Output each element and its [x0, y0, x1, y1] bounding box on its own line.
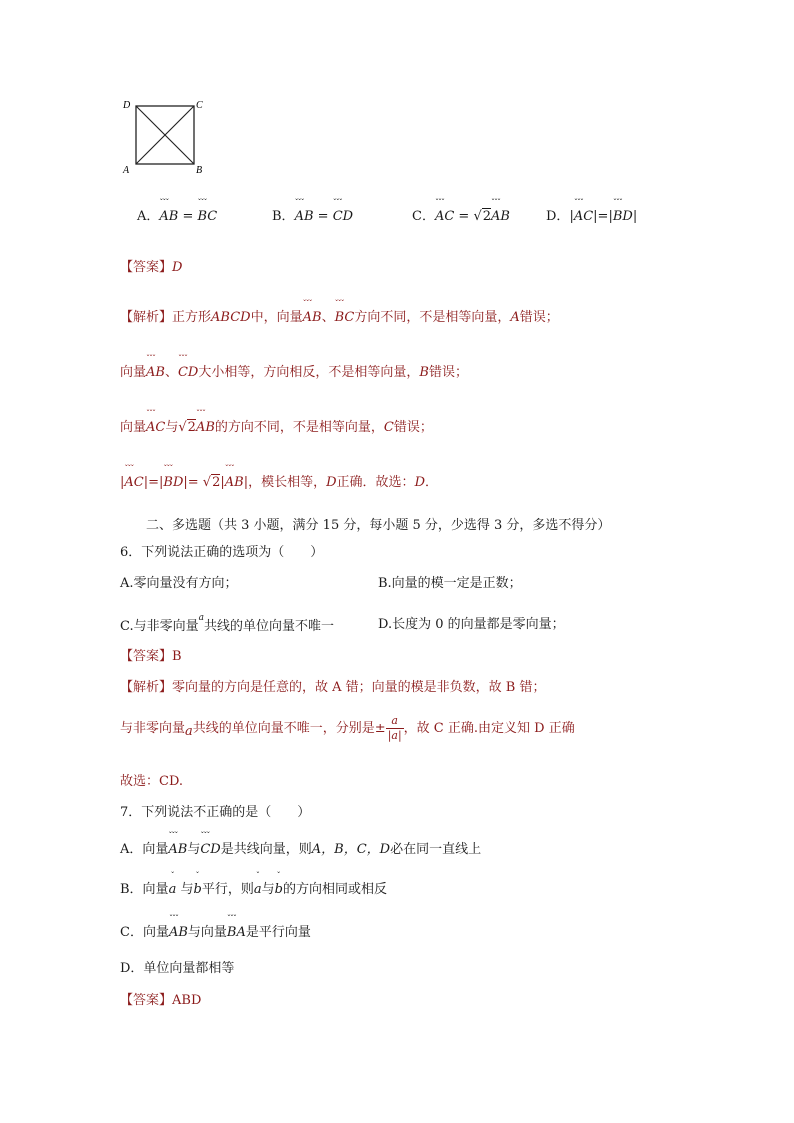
option-b — [272, 205, 353, 224]
equals-sign: = — [178, 209, 198, 224]
text: 错误； — [519, 310, 559, 325]
sqrt-two: 2 — [187, 420, 196, 435]
answer-tag: 【答案】 — [120, 993, 173, 1008]
option-ref: D — [326, 475, 337, 490]
vector-cd: ˇˇˇ CD — [178, 365, 198, 380]
text: 方向不同，不是相等向量， — [354, 310, 511, 325]
answer-tag: 【答案】 — [120, 649, 173, 664]
vector-ac: ˇˇˇ AC — [124, 475, 143, 490]
label-c: C — [196, 100, 203, 111]
q7-option-a — [120, 838, 481, 857]
text: 平行，则 — [201, 882, 254, 897]
q5-analysis-line-2 — [120, 361, 468, 380]
vector-ab: ˇˇˇ AB — [196, 420, 215, 435]
analysis-tag: 【解析】 — [120, 680, 173, 695]
option-a-label: A． — [137, 209, 160, 224]
text: 中，向量 — [250, 310, 303, 325]
abs-bar: | — [220, 475, 225, 490]
vector-ab: ˇˇˇ AB — [295, 209, 314, 224]
q6-option-c — [120, 613, 334, 634]
text: A．向量 — [120, 842, 169, 857]
text: 与 — [165, 420, 179, 435]
abs-equals: |=| — [593, 209, 613, 224]
square-name: ABCD — [211, 310, 251, 325]
answer-value: B — [172, 649, 182, 664]
q5-answer — [120, 256, 182, 275]
vector-a: a — [198, 613, 204, 623]
equals-sign: = — [454, 209, 474, 224]
answer-tag: 【答案】 — [120, 260, 173, 275]
vector-ab: ˇˇˇ AB — [491, 209, 510, 224]
option-ref: C — [383, 420, 394, 435]
q5-analysis-line-3: 向量ˇˇˇ AC与√2ˇˇˇ AB的方向不同，不是相等向量，C错误； — [120, 416, 433, 435]
abs-equals: |= — [183, 475, 203, 490]
text: B．向量 — [120, 882, 169, 897]
abs-bar: | — [243, 475, 249, 490]
text: 、 — [321, 310, 335, 325]
q7-option-b — [120, 878, 387, 897]
q7-option-d: D．单位向量都相等 — [120, 961, 235, 976]
q6-option-d: D.长度为 0 的向量都是零向量； — [378, 617, 565, 632]
equals-sign: = — [313, 209, 333, 224]
text: 与 — [187, 842, 201, 857]
vector-ab: ˇˇˇ AB — [146, 365, 165, 380]
text: C．向量 — [120, 925, 169, 940]
text: 零向量的方向是任意的，故 A 错；向量的模是非负数，故 B 错； — [172, 680, 546, 695]
vector-ab: ˇˇˇ AB — [169, 925, 188, 940]
text: 是平行向量 — [245, 925, 311, 940]
vector-b: ˇ b — [275, 882, 283, 897]
vector-bd: ˇˇˇ BD — [163, 475, 183, 490]
vector-ac: ˇˇˇ AC — [146, 420, 165, 435]
text: 必在同一直线上 — [390, 842, 482, 857]
vector-bc: ˇˇˇ BC — [335, 310, 355, 325]
text: 与 — [180, 882, 194, 897]
text: ，模长相等， — [248, 475, 327, 490]
text: 正确．故选： — [336, 475, 415, 490]
q7-option-c — [120, 921, 311, 940]
sqrt-two: 2 — [482, 209, 492, 224]
q6-stem: 6．下列说法正确的选项为（ ） — [120, 545, 324, 560]
square-figure — [118, 96, 210, 180]
q6-option-b: B.向量的模一定是正数； — [378, 576, 522, 591]
label-d: D — [123, 100, 131, 111]
vector-ab: ˇˇˇ AB — [168, 842, 187, 857]
text: 正方形 — [172, 310, 212, 325]
vector-cd: ˇˇˇ CD — [333, 209, 353, 224]
abs-bar: | — [632, 209, 638, 224]
q6-option-a: A.零向量没有方向； — [120, 576, 238, 591]
option-b-label: B． — [272, 209, 295, 224]
text: 是共线向量，则 — [220, 842, 312, 857]
vector-bd: ˇˇˇ BD — [613, 209, 633, 224]
option-ref: D — [414, 475, 425, 490]
text: 共线的单位向量不唯一 — [204, 619, 335, 634]
q6-analysis-line-1 — [120, 676, 546, 695]
q6-conclusion: 故选：CD. — [120, 774, 184, 789]
text: 大小相等，方向相反，不是相等向量， — [198, 365, 420, 380]
q6-analysis-line-2 — [120, 714, 575, 743]
sqrt-two: 2 — [212, 475, 221, 490]
text: 与向量 — [187, 925, 227, 940]
unit-vector-fraction — [386, 714, 404, 743]
vector-ab: ˇˇˇ AB — [303, 310, 322, 325]
option-ref: A — [510, 310, 520, 325]
q5-analysis-line-1 — [120, 306, 559, 325]
abs-bar: | — [120, 475, 125, 490]
vector-a: ˇ a — [169, 882, 177, 897]
option-d-label: D． — [546, 209, 570, 224]
vector-ac: ˇˇˇ AC — [574, 209, 593, 224]
answer-value: D — [172, 260, 183, 275]
q5-analysis-line-4: |ˇˇˇ AC|=|ˇˇˇ BD|= √2|ˇˇˇ AB|，模长相等，D正确．故选：D． — [120, 471, 438, 490]
fraction-numerator: a — [386, 714, 404, 729]
vector-bc: ˇˇˇ BC — [198, 209, 218, 224]
option-c: C．ˇˇˇ AC = √2ˇˇˇ AB — [412, 205, 510, 224]
vector-ba: ˇˇˇ BA — [227, 925, 246, 940]
text: ． — [425, 475, 439, 490]
vector-ab: ˇˇˇ AB — [159, 209, 178, 224]
points: A，B，C，D — [311, 842, 391, 857]
fraction-denominator: |a| — [387, 729, 402, 742]
vector-a: a — [185, 724, 193, 739]
label-a: A — [123, 165, 130, 176]
vector-a: ˇ a — [254, 882, 262, 897]
text: C.与非零向量 — [120, 619, 199, 634]
analysis-tag: 【解析】 — [120, 310, 173, 325]
text: 的方向相同或相反 — [282, 882, 387, 897]
q6-answer — [120, 645, 182, 664]
vector-b: ˇ b — [193, 882, 201, 897]
text: 与非零向量 — [120, 721, 186, 736]
text: 与 — [261, 882, 275, 897]
vector-ac: ˇˇˇ AC — [435, 209, 454, 224]
text: 向量 — [120, 365, 147, 380]
text: 的方向不同，不是相等向量， — [214, 420, 384, 435]
answer-value: ABD — [172, 993, 202, 1008]
text: ，故 C 正确.由定义知 D 正确 — [403, 721, 575, 736]
option-a — [137, 205, 217, 224]
section-title: 二、多选题（共 3 小题，满分 15 分，每小题 5 分，少选得 3 分，多选不得分） — [146, 518, 611, 533]
text: 、 — [164, 365, 178, 380]
vector-ab: ˇˇˇ AB — [225, 475, 244, 490]
text: 共线的单位向量不唯一，分别是± — [192, 721, 386, 736]
text: 错误； — [428, 365, 468, 380]
option-ref: B — [419, 365, 429, 380]
text: 向量 — [120, 420, 147, 435]
option-d — [546, 205, 637, 224]
q7-stem: 7．下列说法不正确的是（ ） — [120, 805, 311, 820]
text: 错误； — [393, 420, 433, 435]
abs-equals: |=| — [143, 475, 164, 490]
abs-bar: | — [569, 209, 574, 224]
q7-answer — [120, 989, 201, 1008]
label-b: B — [196, 165, 203, 176]
option-c-label: C． — [412, 209, 435, 224]
vector-cd: ˇˇˇ CD — [200, 842, 220, 857]
